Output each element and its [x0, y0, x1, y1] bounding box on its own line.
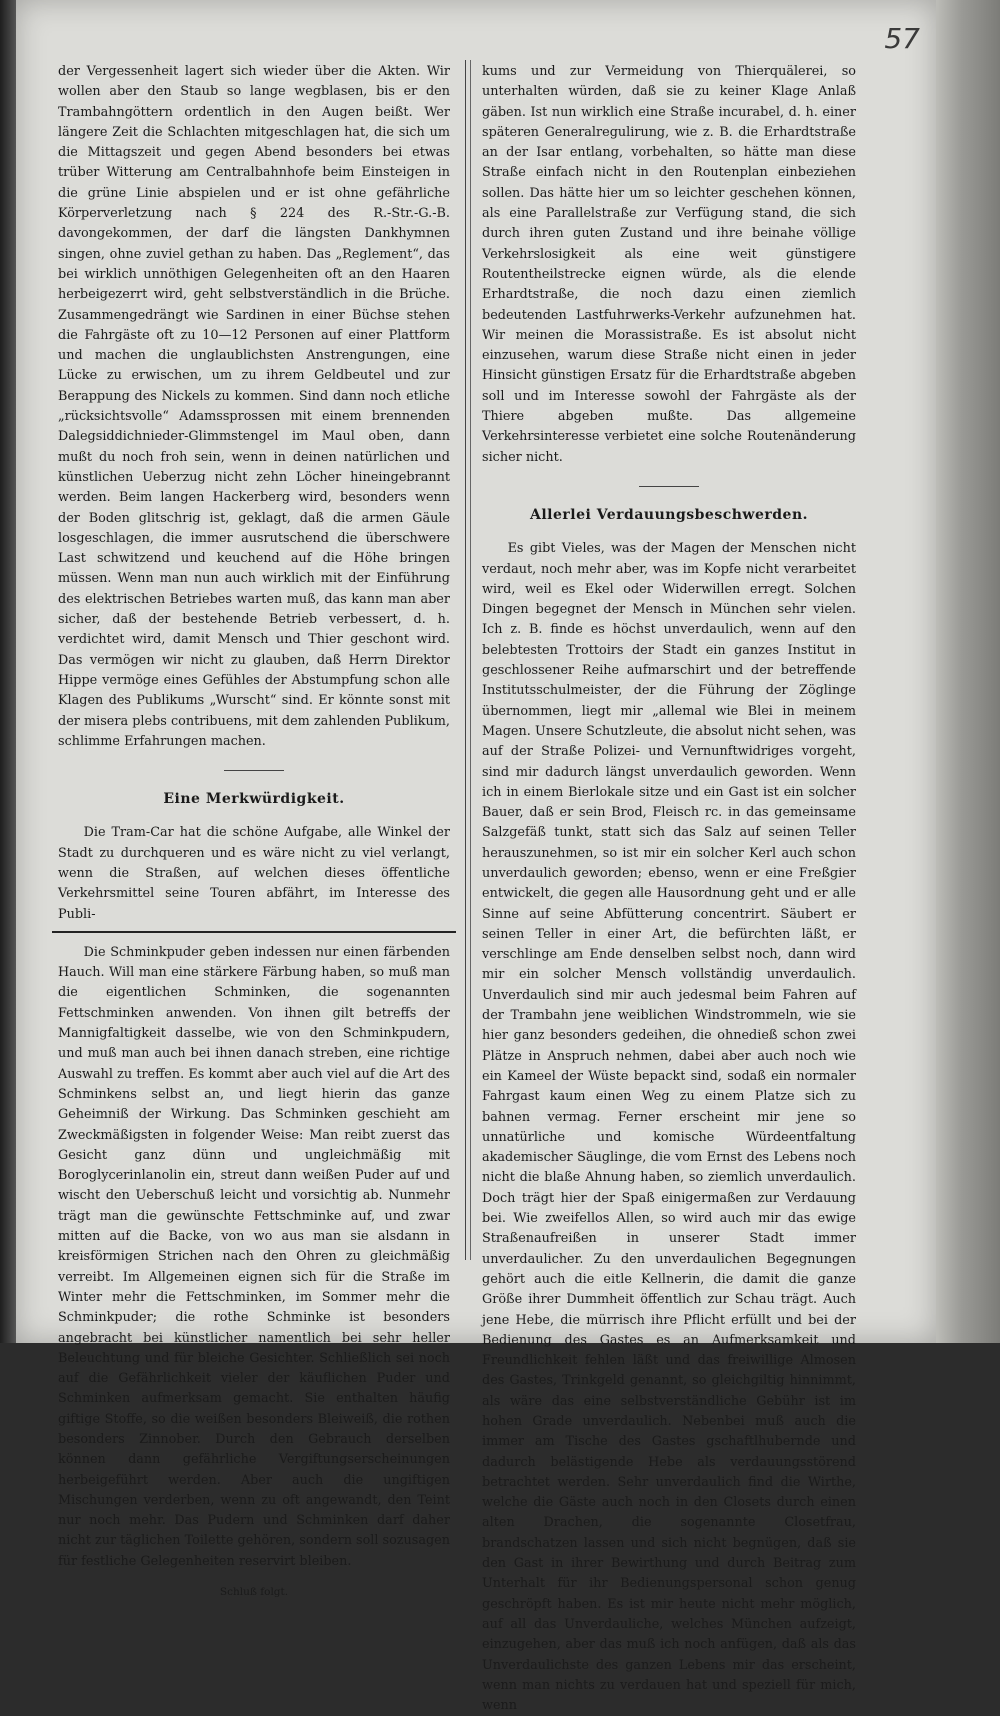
article-separator-rule: [52, 931, 456, 933]
right-paragraph-1: kums und zur Vermeidung von Thierquälerei, so unterhalten würden, daß sie zu keiner Klage Anlaß gäben. Ist nun wirklich eine Straße incurabel, d. h. einer späteren Generalregulirung, wie z. B. die Erhardtstraße an der Isar entlang, vorbehalten, so hätte man diese Straße einfach nicht in den Routenplan einbeziehen sollen. Das hätte hier um so leichter geschehen können, als eine Parallelstraße zur Verfügung stand, die sich durch ihren guten Zustand und ihre beinahe völlige Verkehrslosigkeit als eine weit günstigere Routentheilstrecke eignen würde, als die elende Erhardtstraße, die noch dazu einen ziemlich bedeutenden Lastfuhrwerks-Verkehr aufzunehmen hat. Wir meinen die Morassistraße. Es ist absolut nicht einzusehen, warum diese Straße nicht einen in jeder Hinsicht günstigen Ersatz für die Erhardtstraße abgeben soll und im Interesse sowohl der Fahrgäste als der Thiere abgeben mußte. Das allgemeine Verkehrsinteresse verbietet eine solche Routenänderung sicher nicht.: [482, 64, 856, 465]
heading-merkwuerdigkeit: Eine Merkwürdigkeit.: [163, 791, 345, 808]
left-paragraph-1: der Vergessenheit lagert sich wieder über die Akten. Wir wollen aber den Staub so lange wegblasen, bis er den Trambahngöttern ordentlich in den Augen beißt. Wer längere Zeit die Schlachten mitgeschlagen hat, die sich um die Mittagszeit und gegen Abend besonders bei etwas trüber Witterung am Centralbahnhofe beim Einsteigen in die grüne Linie abspielen und er ist ohne gefährliche Körperverletzung nach § 224 des R.-Str.-G.-B. davongekommen, der darf die längsten Dankhymnen singen, ohne zuviel gethan zu haben. Das „Reglement“, das bei wirklich unnöthigen Gelegenheiten oft an den Haaren herbeigezerrt wird, geht selbstverständlich in die Brüche. Zusammengedrängt wie Sardinen in einer Büchse stehen die Fahrgäste oft zu 10—12 Personen auf einer Plattform und machen die unglaublichsten Anstrengungen, eine Lücke zu erwischen, um zu ihrem Geldbeutel und zur Berappung des Nickels zu kommen. Sind dann noch etliche „rücksichtsvolle“ Adamssprossen mit einem brennenden Dalegsiddichnieder-Glimmstengel im Maul oben, dann mußt du noch froh sein, wenn in deinen natürlichen und künstlichen Ueberzug nicht zehn Löcher hineingebrannt werden. Beim langen Hackerberg wird, besonders wenn der Boden glitschrig ist, geklagt, daß die armen Gäule losgeschlagen, die immer ausrutschend die überschwere Last schwitzend und keuchend auf die Höhe bringen müssen. Wenn man nun auch wirklich mit der Einführung des elektrischen Betriebes warten muß, das kann man aber sicher, daß der bestehende Betrieb verbessert, d. h. verdichtet wird, damit Mensch und Thier geschont wird. Das vermögen wir nicht zu glauben, daß Herrn Direktor Hippe vermöge eines Gefühles der Abstumpfung schon alle Klagen des Publikums „Wurscht“ sind. Er könnte sonst mit der misera plebs contribuens, mit dem zahlenden Publikum, schlimme Erfahrungen machen.: [58, 64, 450, 749]
binding-shadow: [0, 0, 16, 1343]
newspaper-page: [16, 0, 936, 1714]
right-column: [482, 62, 856, 1716]
page-number: 57: [884, 22, 920, 55]
section-divider: [639, 486, 699, 487]
heading-verdauungsbeschwerden: Allerlei Verdauungsbeschwerden.: [530, 506, 808, 523]
column-rule: [465, 60, 466, 1260]
left-paragraph-3: Die Schminkpuder geben indessen nur einen färbenden Hauch. Will man eine stärkere Färbung haben, so muß man die eigentlichen Schminken, die sogenannten Fettschminken anwenden. Von ihnen gilt betreffs der Mannigfaltigkeit dasselbe, wie von den Schminkpudern, und muß man auch bei ihnen danach streben, eine richtige Auswahl zu treffen. Es kommt aber auch viel auf die Art des Schminkens selbst an, und liegt hierin das ganze Geheimniß der Wirkung. Das Schminken geschieht am Zweckmäßigsten in folgender Weise: Man reibt zuerst das Gesicht ganz dünn und ungleichmäßig mit Boroglycerinlanolin ein, streut dann weißen Puder auf und wischt den Ueberschuß leicht und vorsichtig ab. Nunmehr trägt man die gewünschte Fettschminke auf, und zwar mitten auf die Backe, von wo aus man sie alsdann in kreisförmigen Strichen nach den Ohren zu gleichmäßig verreibt. Im Allgemeinen eignen sich für die Straße im Winter mehr die Fettschminken, im Sommer mehr die Schminkpuder; die rothe Schminke ist besonders angebracht bei künstlicher namentlich bei sehr heller Beleuchtung und für bleiche Gesichter. Schließlich sei noch auf die Gefährlichkeit vieler der käuflichen Puder und Schminken aufmerksam gemacht. Sie enthalten häufig giftige Stoffe, so die weißen besonders Bleiweiß, die rothen besonders Zinnober. Durch den Gebrauch derselben können dann gefährliche Vergiftungserscheinungen herbeigeführt werden. Aber auch die ungiftigen Mischungen verderben, wenn zu oft angewandt, den Teint nur noch mehr. Das Pudern und Schminken darf daher nicht zur täglichen Toilette gehören, sondern soll sozusagen für festliche Gelegenheiten reservirt bleiben.: [58, 944, 450, 1569]
left-column: [58, 62, 450, 1602]
section-divider: [224, 770, 284, 771]
column-rule-secondary: [470, 60, 471, 1260]
closing-note: Schluß folgt.: [219, 1586, 289, 1599]
page-edge-shadow: [936, 0, 1000, 1343]
left-paragraph-2: Die Tram-Car hat die schöne Aufgabe, alle Winkel der Stadt zu durchqueren und es wäre nicht zu viel verlangt, wenn die Straßen, auf welchen dieses öffentliche Verkehrsmittel seine Touren abfährt, im Interesse des Publi-: [58, 825, 450, 922]
right-paragraph-2: Es gibt Vieles, was der Magen der Menschen nicht verdaut, noch mehr aber, was im Kopfe nicht verarbeitet wird, weil es Ekel oder Widerwillen erregt. Solchen Dingen begegnet der Mensch in München sehr vielen. Ich z. B. finde es höchst unverdaulich, wenn auf den belebtesten Trottoirs der Stadt ein ganzes Institut in geschlossener Reihe aufmarschirt und der betreffende Institutsschulmeister, der die Führung der Zöglinge übernommen, liegt mir „allemal wie Blei in meinem Magen. Unsere Schutzleute, die absolut nicht sehen, was auf der Straße Polizei- und Vernunftwidriges vorgeht, sind mir dadurch längst unverdaulich geworden. Wenn ich in einem Bierlokale sitze und ein Gast ist ein solcher Bauer, daß er sein Brod, Fleisch rc. in das gemeinsame Salzgefäß tunkt, statt sich das Salz auf seinen Teller herauszunehmen, so ist mir ein solcher Kerl auch schon unverdaulich geworden; ebenso, wenn er eine Freßgier entwickelt, die gegen alle Hausordnung geht und er alle Sinne auf seine Abfütterung concentrirt. Säubert er seinen Teller in einer Art, die befürchten läßt, er verschlinge am Ende denselben selbst noch, dann wird mir ein solcher Mensch vollständig unverdaulich. Unverdaulich sind mir auch jedesmal beim Fahren auf der Trambahn jene weiblichen Windstrommeln, wie sie hier ganz besonders gedeihen, die ohnedieß schon zwei Plätze in Anspruch nehmen, dabei aber auch noch wie ein Kameel der Wüste bepackt sind, sodaß ein normaler Fahrgast kaum einen Weg zu einem Platze sich zu bahnen vermag. Ferner erscheint mir jene so unnatürliche und komische Würdeentfaltung akademischer Säuglinge, die vom Ernst des Lebens noch nicht die blaße Ahnung haben, so ziemlich unverdaulich. Doch trägt hier der Spaß einigermaßen zur Verdauung bei. Wie zweifellos Allen, so wird auch mir das ewige Straßenaufreißen in unserer Stadt immer unverdaulicher. Zu den unverdaulichen Begegnungen gehört auch die eitle Kellnerin, die damit die ganze Größe ihrer Dummheit öffentlich zur Schau trägt. Auch jene Hebe, die mürrisch ihre Pflicht erfüllt und bei der Bedienung des Gastes es an Aufmerksamkeit und Freundlichkeit fehlen läßt und das freiwillige Almosen des Gastes, Trinkgeld genannt, so gleichgiltig hinnimmt, als wäre das eine selbstverständliche Gebühr ist im hohen Grade unverdaulich. Nebenbei muß auch die immer am Tische des Gastes gschaftlhubernde und dadurch belästigende Hebe als verdauungsstörend betrachtet werden. Sehr unverdaulich find die Wirthe, welche die Gäste auch noch in den Closets durch einen alten Drachen, die sogenannte Closetfrau, brandschatzen lassen und sich nicht begnügen, daß sie den Gast in ihrer Bewirthung und durch Beitrag zum Unterhalt für ihr Bedienungspersonal schon genug geschröpft haben. Es ist mir heute nicht mehr möglich, auf all das Unverdauliche, welches München aufzeigt, einzugehen, aber das muß ich noch anfügen, daß als das Unverdaulichste des ganzen Lebens mir das erscheint, wenn man nichts zu verdauen hat und speziell für mich, wenn: [482, 541, 856, 1714]
